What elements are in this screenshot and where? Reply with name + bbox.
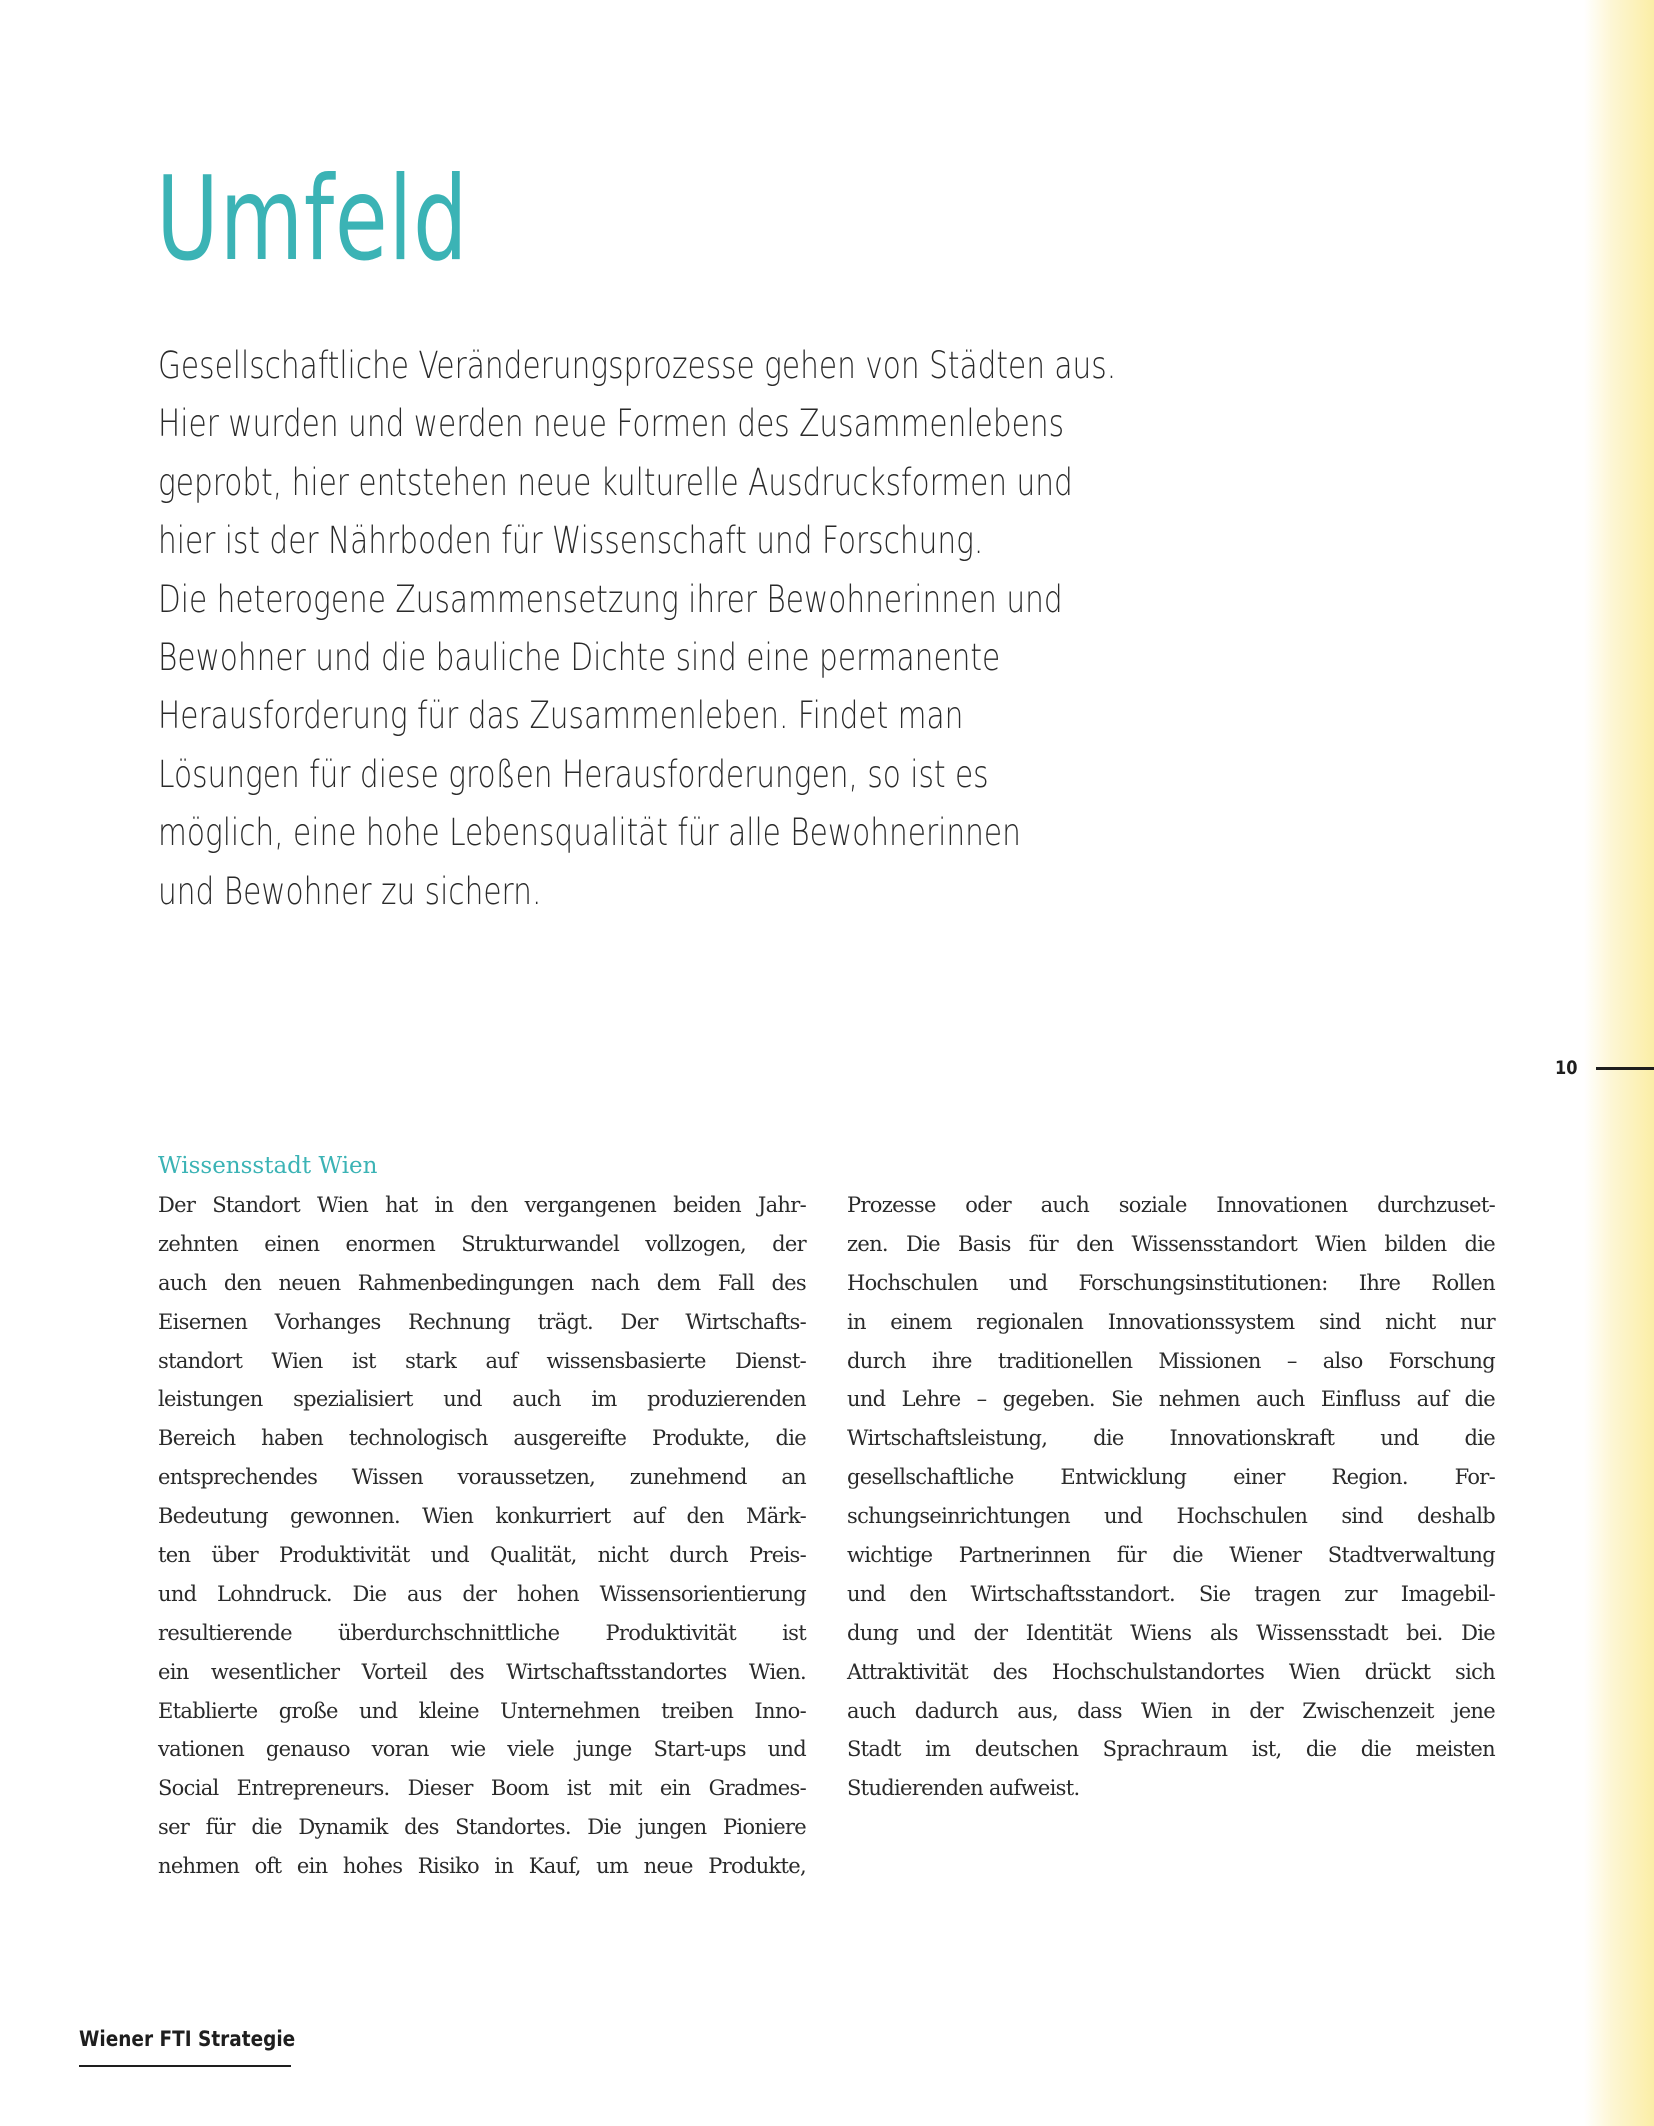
body-line: vationen genauso voran wie viele junge Start-ups und (158, 1737, 806, 1762)
body-line: gesellschaftliche Entwicklung einer Region. For- (847, 1465, 1495, 1490)
intro-line: Herausforderung für das Zusammenleben. Findet man (158, 694, 964, 738)
body-line: wichtige Partnerinnen für die Wiener Stadtverwaltung (847, 1543, 1495, 1568)
intro-line: möglich, eine hohe Lebensqualität für alle Bewohnerinnen (158, 811, 1021, 855)
body-line: zehnten einen enormen Strukturwandel vollzogen, der (158, 1231, 806, 1256)
body-line: resultierende überdurchschnittliche Produktivität ist (158, 1620, 806, 1645)
body-line: durch ihre traditionellen Missionen – also Forschung (847, 1348, 1495, 1373)
body-line: Eisernen Vorhanges Rechnung trägt. Der Wirtschafts- (158, 1309, 806, 1334)
body-line: und Lohndruck. Die aus der hohen Wissensorientierung (158, 1581, 806, 1606)
intro-line: Hier wurden und werden neue Formen des Zusammenlebens (158, 402, 1064, 446)
body-line: Bedeutung gewonnen. Wien konkurriert auf den Märk- (158, 1504, 806, 1529)
body-line: auch dadurch aus, dass Wien in der Zwischenzeit jene (847, 1698, 1495, 1723)
body-line: auch den neuen Rahmenbedingungen nach dem Fall des (158, 1270, 806, 1295)
body-line: Bereich haben technologisch ausgereifte Produkte, die (158, 1426, 806, 1451)
intro-line: Bewohner und die bauliche Dichte sind eine permanente (158, 636, 1001, 680)
text-column-left (158, 1186, 806, 1886)
body-line: Social Entrepreneurs. Dieser Boom ist mit ein Gradmes- (158, 1776, 806, 1801)
body-line: Wirtschaftsleistung, die Innovationskraft und die (847, 1426, 1495, 1451)
page-title: Umfeld (156, 152, 469, 287)
body-line: Etablierte große und kleine Unternehmen treiben Inno- (158, 1698, 806, 1723)
body-line: ser für die Dynamik des Standortes. Die jungen Pioniere (158, 1815, 806, 1840)
text-column-right (847, 1186, 1495, 1808)
body-line: Hochschulen und Forschungsinstitutionen: Ihre Rollen (847, 1270, 1495, 1295)
body-line: schungseinrichtungen und Hochschulen sind deshalb (847, 1504, 1495, 1529)
intro-line: hier ist der Nährboden für Wissenschaft und Forschung. (158, 519, 984, 563)
page-number: 10 (1555, 1057, 1578, 1079)
footer-title: Wiener FTI Strategie (79, 2027, 296, 2051)
intro-line: und Bewohner zu sichern. (158, 869, 542, 913)
body-line: Stadt im deutschen Sprachraum ist, die die meisten (847, 1737, 1495, 1762)
body-line: leistungen spezialisiert und auch im produzierenden (158, 1387, 806, 1412)
body-line: zen. Die Basis für den Wissensstandort Wien bilden die (847, 1231, 1495, 1256)
intro-line: Lösungen für diese großen Herausforderungen, so ist es (158, 752, 989, 796)
body-line: Attraktivität des Hochschulstandortes Wien drückt sich (847, 1659, 1495, 1684)
body-line: in einem regionalen Innovationssystem sind nicht nur (847, 1309, 1495, 1334)
intro-line: geprobt, hier entstehen neue kulturelle Ausdrucksformen und (158, 460, 1073, 504)
body-line: Der Standort Wien hat in den vergangenen beiden Jahr- (158, 1193, 806, 1217)
intro-paragraph (158, 337, 1356, 921)
section-heading: Wissensstadt Wien (158, 1153, 378, 1179)
body-line: standort Wien ist stark auf wissensbasierte Dienst- (158, 1348, 806, 1373)
body-line: dung und der Identität Wiens als Wissensstadt bei. Die (847, 1620, 1495, 1645)
body-line: Studierenden aufweist. (847, 1776, 1080, 1801)
footer-rule (79, 2065, 291, 2067)
body-line: und Lehre – gegeben. Sie nehmen auch Einfluss auf die (847, 1387, 1495, 1412)
body-line: und den Wirtschaftsstandort. Sie tragen zur Imagebil- (847, 1581, 1495, 1606)
page-number-rule (1596, 1067, 1654, 1070)
intro-line: Die heterogene Zusammensetzung ihrer Bewohnerinnen und (158, 577, 1063, 621)
body-line: ein wesentlicher Vorteil des Wirtschaftsstandortes Wien. (158, 1659, 806, 1684)
body-line: entsprechendes Wissen voraussetzen, zunehmend an (158, 1465, 806, 1490)
body-line: ten über Produktivität und Qualität, nicht durch Preis- (158, 1543, 806, 1568)
body-line: Prozesse oder auch soziale Innovationen durchzuset- (847, 1193, 1495, 1217)
body-line: nehmen oft ein hohes Risiko in Kauf, um neue Produkte, (158, 1854, 806, 1879)
side-color-band (1584, 0, 1654, 2126)
intro-line: Gesellschaftliche Veränderungsprozesse gehen von Städten aus. (158, 344, 1117, 387)
